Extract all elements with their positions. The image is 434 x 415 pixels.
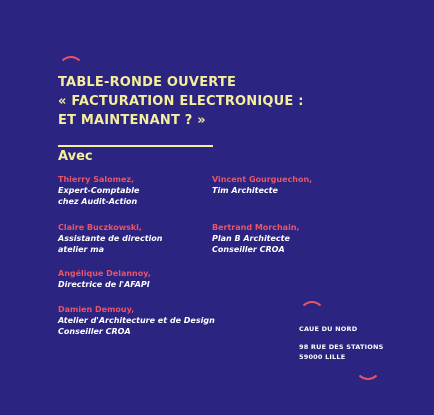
participant-damien-demouy <box>58 304 215 337</box>
venue-address <box>299 324 384 362</box>
participant-role: atelier ma <box>58 245 105 254</box>
participant-thierry-salomez <box>58 174 139 207</box>
venue-name: CAUE DU NORD <box>299 325 358 333</box>
event-title-line-3: ET MAINTENANT ? » <box>58 113 206 128</box>
participant-name: Angélique Delannoy, <box>58 269 151 278</box>
participant-angelique-delannoy <box>58 268 151 290</box>
participant-claire-buczkowski <box>58 222 162 255</box>
participant-role: Tim Architecte <box>212 186 278 195</box>
event-title-line-2: « FACTURATION ELECTRONIQUE : <box>58 94 304 109</box>
title-divider <box>58 145 213 147</box>
participant-role: Expert-Comptable <box>58 186 140 195</box>
participant-name: Vincent Gourguechon, <box>212 175 313 184</box>
participant-name: Thierry Salomez, <box>58 175 135 184</box>
participant-name: Claire Buczkowski, <box>58 223 142 232</box>
event-title-line-1: TABLE-RONDE OUVERTE <box>58 75 237 90</box>
event-title <box>58 73 378 130</box>
participant-name: Damien Demouy, <box>58 305 135 314</box>
participant-role: Plan B Architecte <box>212 234 290 243</box>
participant-role: Conseiller CROA <box>212 245 285 254</box>
participant-role: Conseiller CROA <box>58 327 131 336</box>
venue-city: 59000 LILLE <box>299 353 346 361</box>
participant-bertrand-morchain <box>212 222 300 255</box>
avec-heading: Avec <box>58 149 93 164</box>
participant-role: Directrice de l'AFAPI <box>58 280 150 289</box>
venue-street: 98 RUE DES STATIONS <box>299 343 384 351</box>
participant-role: Atelier d'Architecture et de Design <box>58 316 215 325</box>
participant-vincent-gourguechon <box>212 174 312 196</box>
participant-role: chez Audit-Action <box>58 197 138 206</box>
participant-name: Bertrand Morchain, <box>212 223 300 232</box>
participant-role: Assistante de direction <box>58 234 163 243</box>
